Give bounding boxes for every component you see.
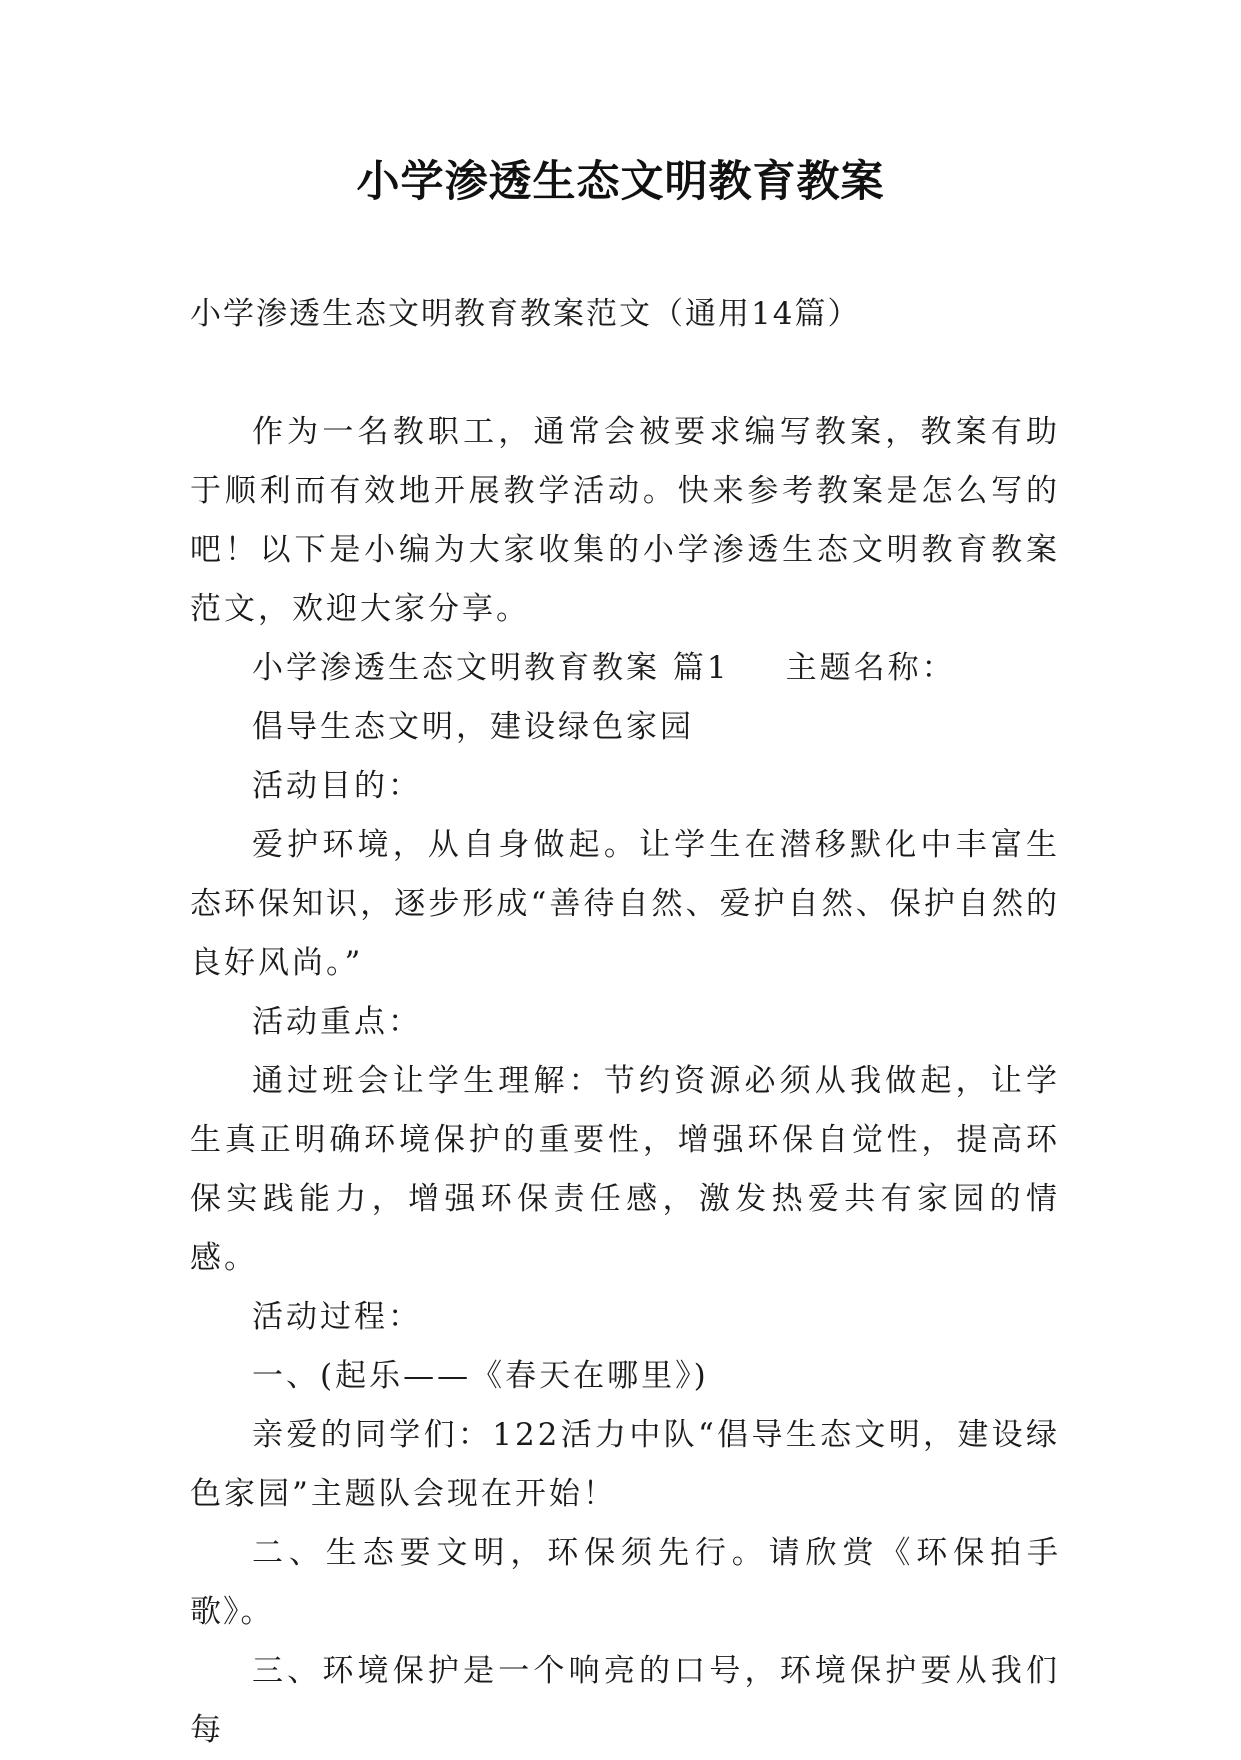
document-title: 小学渗透生态文明教育教案 xyxy=(356,157,885,207)
document-body xyxy=(190,403,1060,1760)
section-heading: 小学渗透生态文明教育教案 篇1 xyxy=(252,650,730,686)
paragraph-intro: 作为一名教职工，通常会被要求编写教案，教案有助于顺利而有效地开展教学活动。快来参考教案是怎么写的吧！以下是小编为大家收集的小学渗透生态文明教育教案范文，欢迎大家分享。 xyxy=(190,414,1060,627)
paragraph-process-label: 活动过程： xyxy=(252,1299,422,1335)
paragraph-opening: 亲爱的同学们：122活力中队“倡导生态文明，建设绿色家园”主题队会现在开始！ xyxy=(190,1417,1060,1512)
paragraph-section-heading xyxy=(190,639,1060,698)
paragraph-step-two: 二、生态要文明，环保须先行。请欣赏《环保拍手歌》。 xyxy=(190,1535,1060,1630)
paragraph-purpose: 爱护环境，从自身做起。让学生在潜移默化中丰富生态环保知识，逐步形成“善待自然、爱护自然、保护自然的良好风尚。” xyxy=(190,827,1060,981)
paragraph-theme-name: 倡导生态文明，建设绿色家园 xyxy=(252,709,694,745)
paragraph-step-three: 三、环境保护是一个响亮的口号，环境保护要从我们每 xyxy=(190,1653,1060,1748)
theme-label: 主题名称： xyxy=(785,650,956,686)
document-subtitle: 小学渗透生态文明教育教案范文（通用14篇） xyxy=(190,296,861,332)
paragraph-step-one: 一、(起乐——《春天在哪里》) xyxy=(252,1358,709,1394)
paragraph-focus-label: 活动重点： xyxy=(252,1004,422,1040)
paragraph-purpose-label: 活动目的： xyxy=(252,768,422,804)
paragraph-focus: 通过班会让学生理解：节约资源必须从我做起，让学生真正明确环境保护的重要性，增强环保自觉性，提高环保实践能力，增强环保责任感，激发热爱共有家园的情感。 xyxy=(190,1063,1060,1276)
